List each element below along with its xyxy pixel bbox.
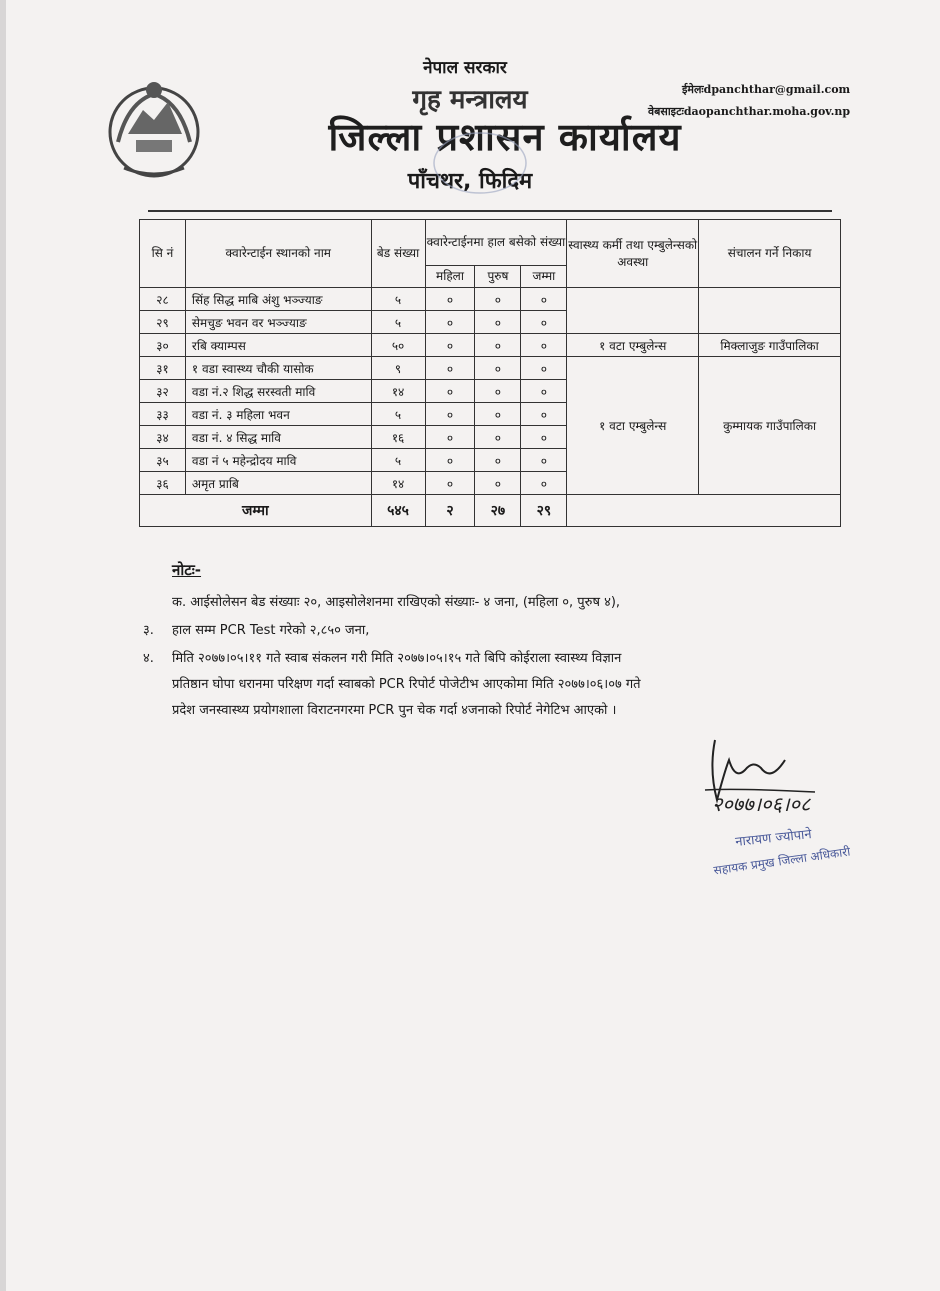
col-header-sn: सि नं [140,220,186,288]
cell-male: ० [475,472,521,495]
cell-male: ० [475,426,521,449]
cell-name: १ वडा स्वास्थ्य चौकी यासोक [185,357,371,380]
cell-sn: ३३ [140,403,186,426]
col-header-current: क्वारेन्टाईनमा हाल बसेको संख्या [425,220,567,266]
col-header-beds: बेड संख्या [371,220,425,288]
note-item-3-line-3: प्रदेश जनस्वास्थ्य प्रयोगशाला विराटनगरमा PCR पुन चेक गर्दा ४जनाको रिपोर्ट नेगेटिभ आएको । [172,703,617,718]
table-row [140,288,841,311]
nepal-emblem-icon [98,72,210,182]
cell-total: ० [521,403,567,426]
cell-male: ० [475,311,521,334]
cell-female: ० [425,334,475,357]
cell-beds: ५ [371,449,425,472]
cell-name: वडा नं. ४ सिद्ध मावि [185,426,371,449]
government-heading: नेपाल सरकार [423,58,507,78]
cell-name: सेमचुङ भवन वर भञ्ज्याङ [185,311,371,334]
website-address: daopanchthar.moha.gov.np [683,105,851,118]
cell-health-empty [567,288,699,334]
cell-female: ० [425,403,475,426]
cell-total: ० [521,288,567,311]
website-line [648,104,850,119]
cell-sn: ३० [140,334,186,357]
note-item-3-line-2: प्रतिष्ठान घोपा धरानमा परिक्षण गर्दा स्वाबको PCR रिपोर्ट पोजेटीभ आएकोमा मिति २०७७।०६।०७ गते [172,677,641,692]
note-item-3-line-1: मिति २०७७।०५।११ गते स्वाब संकलन गरी मिति २०७७।०५।१५ गते बिपि कोईराला स्वास्थ्य विज्ञान [172,651,622,666]
cell-female: ० [425,449,475,472]
cell-sn: ३६ [140,472,186,495]
cell-sn: २९ [140,311,186,334]
col-header-operator: संचालन गर्ने निकाय [699,220,841,288]
cell-operator: कुम्मायक गाउँपालिका [699,357,841,495]
cell-sn: ३४ [140,426,186,449]
cell-sn: ३५ [140,449,186,472]
cell-total: ० [521,311,567,334]
col-header-total: जम्मा [521,266,567,288]
cell-male: ० [475,449,521,472]
total-label: जम्मा [140,495,372,527]
col-header-health: स्वास्थ्य कर्मी तथा एम्बुलेन्सको अवस्था [567,220,699,288]
note-item-2-number: ३. [143,623,154,638]
table-row [140,357,841,380]
total-beds: ५४५ [371,495,425,527]
total-row [140,495,841,527]
cell-total: ० [521,357,567,380]
cell-beds: ५ [371,288,425,311]
table-row [140,334,841,357]
note-item-3-number: ४. [143,651,154,666]
total-female: २ [425,495,475,527]
cell-name: रबि क्याम्पस [185,334,371,357]
quarantine-table [139,219,841,527]
cell-sn: ३१ [140,357,186,380]
website-label: वेबसाइटः [648,105,684,118]
cell-beds: १४ [371,380,425,403]
scan-edge [0,0,6,1291]
col-header-female: महिला [425,266,475,288]
ministry-heading: गृह मन्त्रालय [412,85,528,115]
total-total: २९ [521,495,567,527]
cell-total: ० [521,426,567,449]
cell-male: ० [475,288,521,311]
cell-sn: २८ [140,288,186,311]
cell-name: सिंह सिद्ध माबि अंशु भञ्ज्याङ [185,288,371,311]
office-stamp [430,128,530,198]
cell-beds: १४ [371,472,425,495]
total-male: २७ [475,495,521,527]
cell-beds: ५ [371,403,425,426]
signatory-title: सहायक प्रमुख जिल्ला अधिकारी [712,844,852,878]
cell-male: ० [475,380,521,403]
cell-female: ० [425,426,475,449]
cell-beds: ५० [371,334,425,357]
cell-female: ० [425,472,475,495]
district-heading: पाँचथर, फिदिम [407,169,533,194]
notes-title: नोटः- [172,561,202,579]
note-item-2: हाल सम्म PCR Test गरेको २,८५० जना, [172,623,370,638]
cell-female: ० [425,288,475,311]
cell-male: ० [475,334,521,357]
cell-health: १ वटा एम्बुलेन्स [567,334,699,357]
signatory-name: नारायण ज्योपाने [734,827,813,850]
cell-name: वडा नं ५ महेन्द्रोदय मावि [185,449,371,472]
email-line [682,82,850,97]
note-item-1: क. आईसोलेसन बेड संख्याः २०, आइसोलेशनमा राखिएको संख्याः- ४ जना, (महिला ०, पुरुष ४), [172,595,621,610]
cell-beds: ५ [371,311,425,334]
cell-female: ० [425,357,475,380]
cell-female: ० [425,311,475,334]
cell-operator-empty [699,288,841,334]
cell-beds: १६ [371,426,425,449]
cell-operator: मिक्लाजुङ गाउँपालिका [699,334,841,357]
cell-beds: ९ [371,357,425,380]
cell-sn: ३२ [140,380,186,403]
cell-total: ० [521,472,567,495]
cell-female: ० [425,380,475,403]
total-empty [567,495,841,527]
header-divider [148,210,832,212]
col-header-place: क्वारेन्टाईन स्थानको नाम [185,220,371,288]
email-address: dpanchthar@gmail.com [703,83,851,96]
cell-male: ० [475,357,521,380]
cell-name: वडा नं.२ शिद्ध सरस्वती मावि [185,380,371,403]
cell-name: अमृत प्राबि [185,472,371,495]
office-heading: जिल्ला प्रशासन कार्यालय [328,115,682,159]
email-label: ईमेलः [682,83,704,96]
col-header-male: पुरुष [475,266,521,288]
cell-total: ० [521,380,567,403]
signature-date: २०७७।०६।०८ [712,792,811,816]
cell-name: वडा नं. ३ महिला भवन [185,403,371,426]
cell-health: १ वटा एम्बुलेन्स [567,357,699,495]
cell-total: ० [521,449,567,472]
cell-total: ० [521,334,567,357]
cell-male: ० [475,403,521,426]
